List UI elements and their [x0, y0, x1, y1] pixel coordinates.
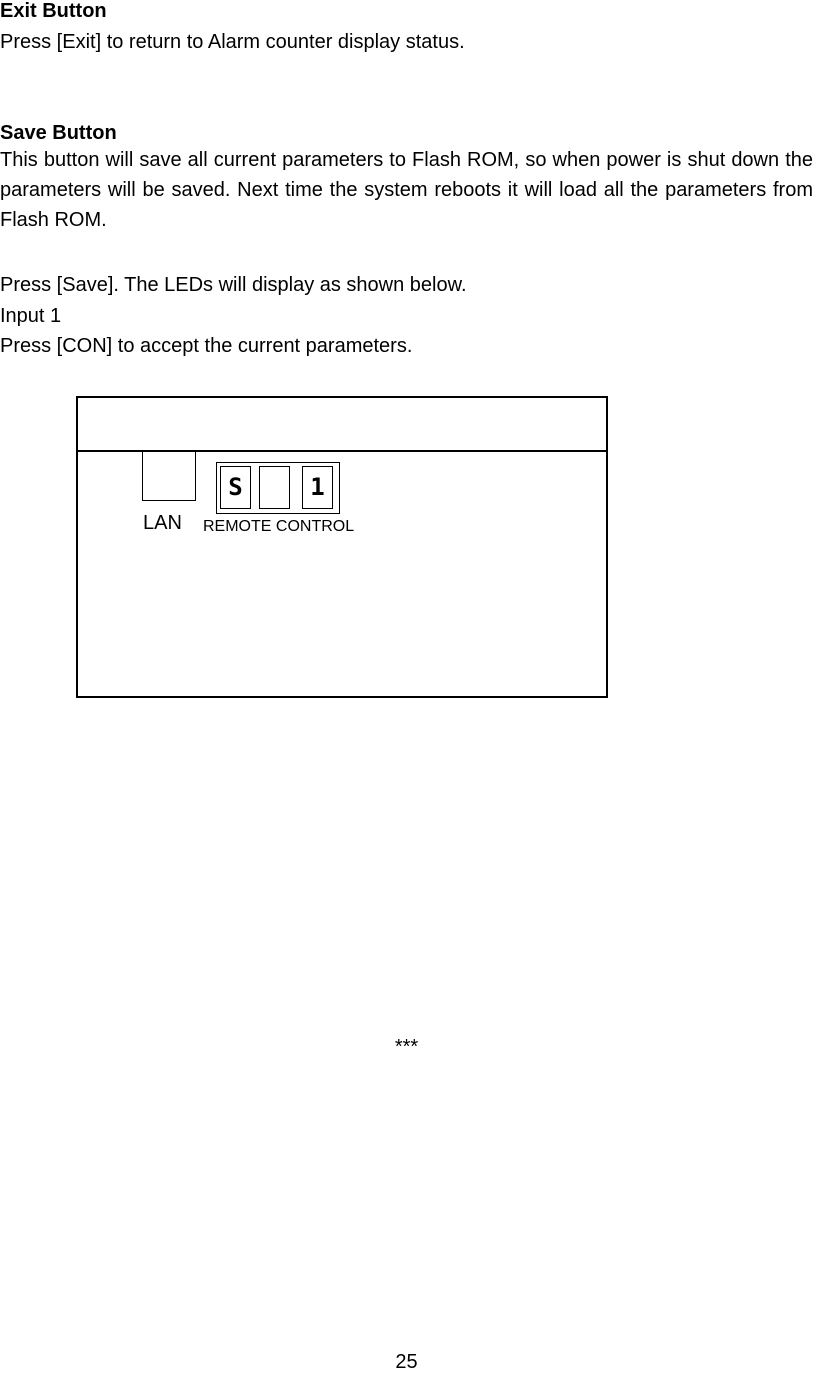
led-digit-1: S	[220, 466, 251, 509]
lan-label: LAN	[143, 512, 182, 534]
save-instruction: Press [Save]. The LEDs will display as shown below.	[0, 274, 467, 296]
input-line: Input 1	[0, 305, 62, 327]
page-number: 25	[395, 1351, 418, 1373]
led-digit-3: 1	[302, 466, 333, 509]
exit-button-description: Press [Exit] to return to Alarm counter display status.	[0, 31, 465, 53]
led-display	[216, 462, 340, 514]
led-digit-2	[259, 466, 290, 509]
save-button-heading: Save Button	[0, 122, 117, 144]
remote-control-label: REMOTE CONTROL	[203, 518, 355, 535]
device-front-panel	[76, 396, 608, 698]
exit-button-heading: Exit Button	[0, 0, 107, 22]
section-separator: ***	[394, 1036, 419, 1058]
confirm-instruction: Press [CON] to accept the current parameters.	[0, 335, 413, 357]
lan-port	[142, 452, 196, 501]
save-button-description: This button will save all current parameters to Flash ROM, so when power is shut down the parameters will be saved. Next time the system reboots it will load all the parameters from Flash ROM.	[0, 149, 813, 231]
